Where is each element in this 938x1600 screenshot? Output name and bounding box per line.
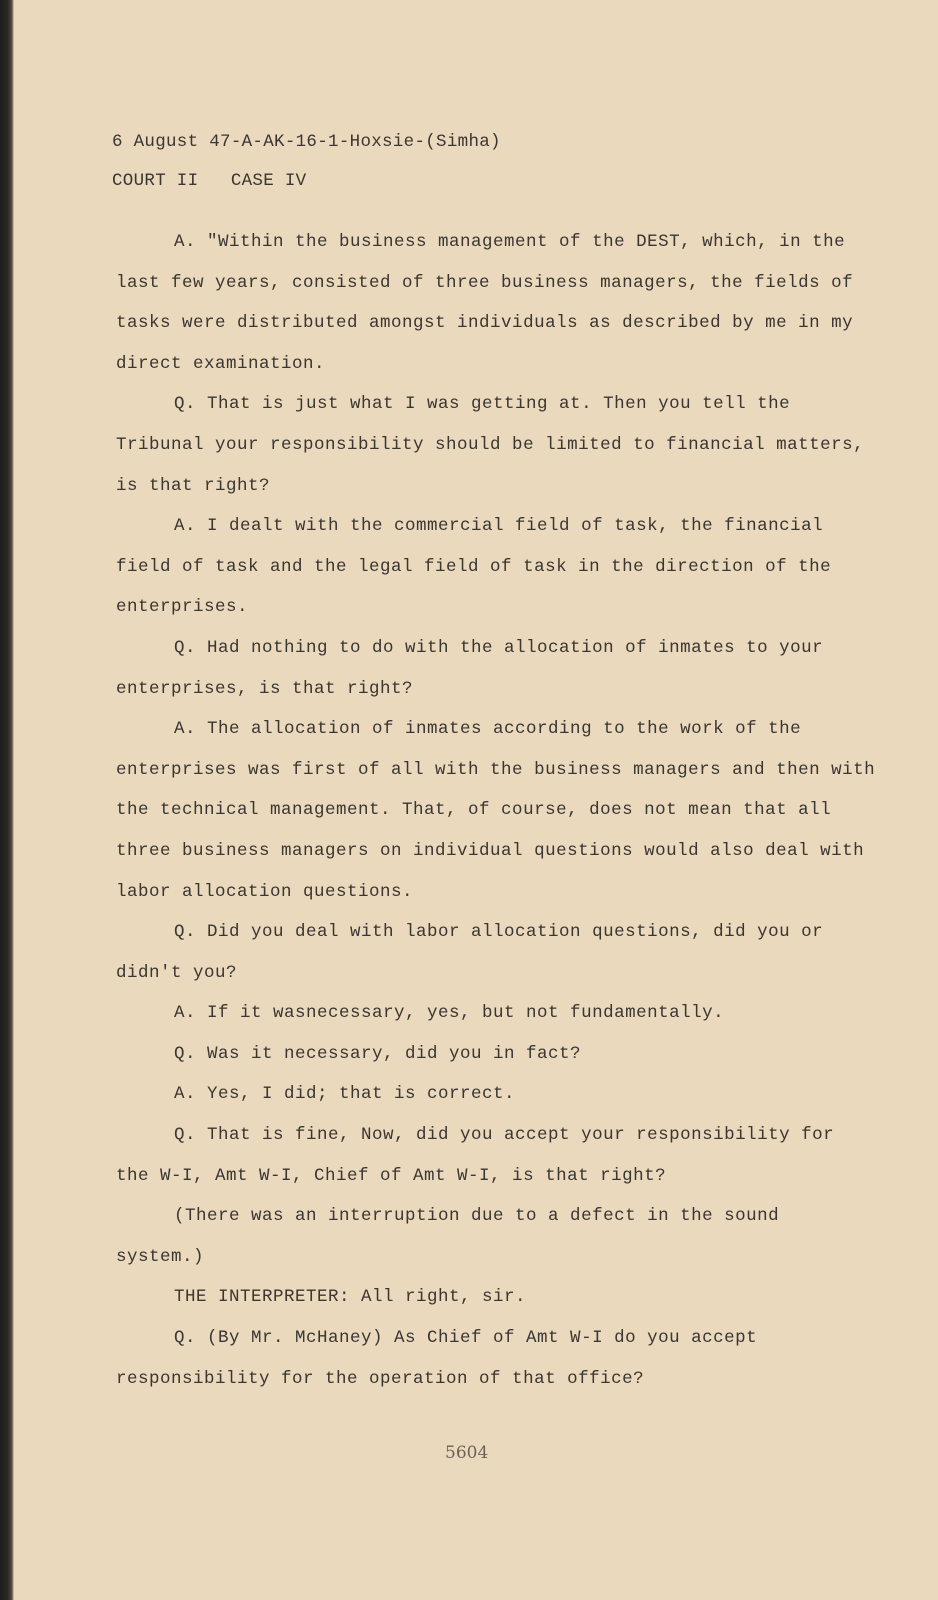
transcript-paragraph: A. Yes, I did; that is correct.	[174, 1084, 516, 1105]
transcript-paragraph: A. "Within the business management of the DEST, which, in the last few years, consisted of three business managers, the fields of tasks were distributed amongst individuals as described by me in my direct examination.	[116, 232, 854, 374]
transcript-paragraph: Q. (By Mr. McHaney) As Chief of Amt W-I do you accept responsibility for the operation of that office?	[116, 1328, 758, 1389]
transcript-paragraph: Q. That is just what I was getting at. Then you tell the Tribunal your responsibility should be limited to financial matters, is that right?	[116, 394, 865, 496]
header-line-1: 6 August 47-A-AK-16-1-Hoxsie-(Simha)	[112, 132, 501, 152]
page-edge-shadow	[0, 0, 14, 1600]
transcript-paragraph: A. I dealt with the commercial field of task, the financial field of task and the legal field of task in the direction of the enterprises.	[116, 516, 832, 618]
transcript-paragraph: Q. That is fine, Now, did you accept your responsibility for the W-I, Amt W-I, Chief of Amt W-I, is that right?	[116, 1125, 835, 1186]
transcript-paragraph: Q. Had nothing to do with the allocation of inmates to your enterprises, is that right?	[116, 637, 824, 699]
transcript-paragraph: A. If it wasnecessary, yes, but not fundamentally.	[174, 1003, 725, 1024]
transcript-paragraph: (There was an interruption due to a defect in the sound system.)	[116, 1206, 780, 1267]
transcript-paragraph: A. The allocation of inmates according to the work of the enterprises was first of all with the business managers and then with the technical management. That, of course, does not mean that all three business managers on individual questions would also deal with labor allocation questions.	[116, 719, 876, 902]
header-line-2: COURT II CASE IV	[112, 171, 307, 191]
page-number: 5604	[445, 1443, 489, 1463]
transcript-paragraph: THE INTERPRETER: All right, sir.	[174, 1287, 527, 1308]
transcript-paragraph: Q. Did you deal with labor allocation questions, did you or didn't you?	[116, 922, 824, 983]
transcript-paragraph: Q. Was it necessary, did you in fact?	[174, 1043, 582, 1064]
transcript-body	[116, 222, 876, 1399]
